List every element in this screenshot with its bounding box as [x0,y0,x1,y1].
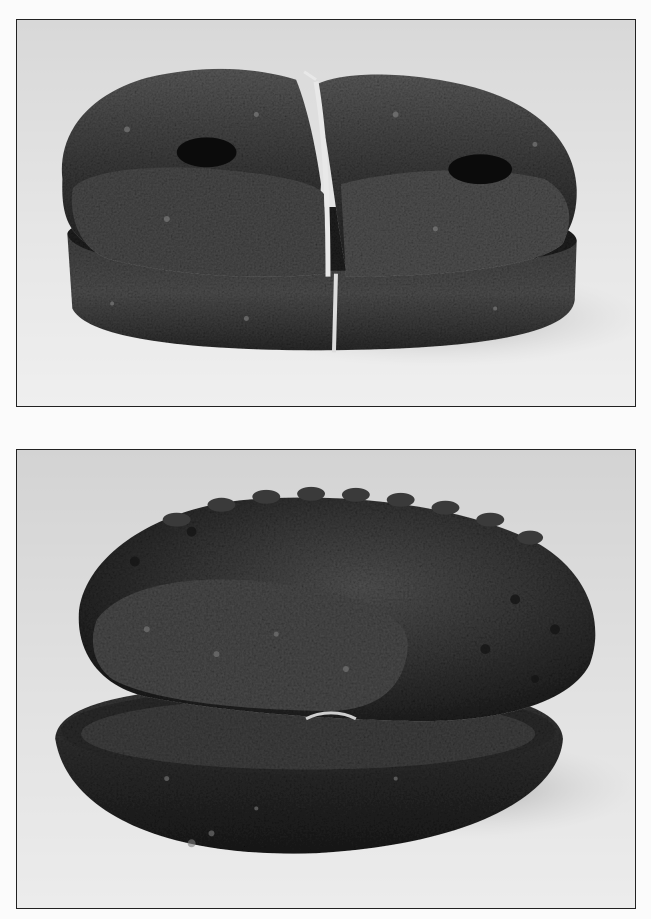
domed-stone-and-dish-illustration [17,450,635,908]
split-stone-ring-illustration [17,20,635,406]
bottom-photo [16,449,636,909]
hole-left [177,137,237,167]
domed-stone [79,498,596,722]
top-photo [16,19,636,407]
hole-right [448,154,512,184]
